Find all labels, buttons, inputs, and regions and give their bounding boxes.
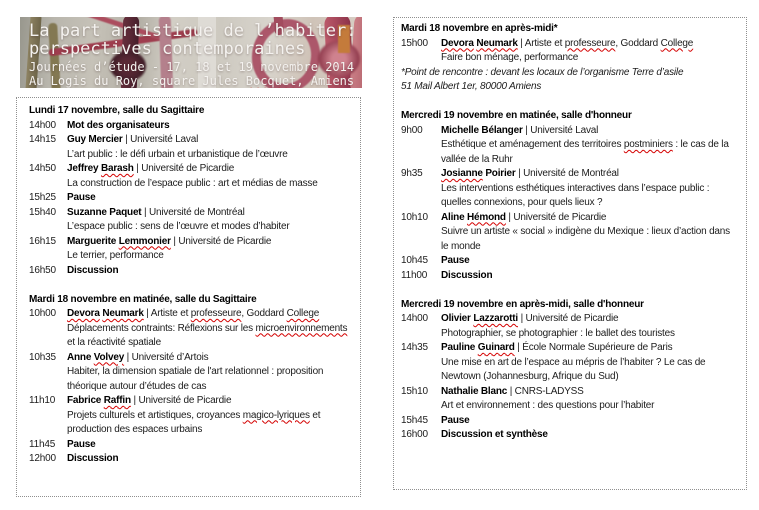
session-row xyxy=(401,269,739,284)
session-time: 10h10 xyxy=(401,211,428,223)
misspelled-word: College xyxy=(660,37,694,49)
speaker-name: Guy Mercier xyxy=(67,134,123,145)
speaker-affiliation: | Université de Montréal xyxy=(515,168,619,179)
session-row xyxy=(401,124,739,168)
session-content xyxy=(67,191,352,206)
section-header: Mercredi 19 novembre en après-midi, salle d'honneur xyxy=(401,298,644,310)
misspelled-word: Devora xyxy=(441,37,474,49)
banner-text xyxy=(20,17,362,88)
session-content xyxy=(67,351,352,395)
misspelled-word: Barash xyxy=(100,163,134,174)
session-time: 14h00 xyxy=(29,119,56,131)
session-row xyxy=(29,438,352,453)
speaker-affiliation: | Université Laval xyxy=(522,124,599,136)
session-description: La construction de l’espace public : art et médias de masse xyxy=(67,177,318,189)
program-section xyxy=(401,298,739,443)
program-section xyxy=(29,293,352,467)
program-section xyxy=(29,104,352,278)
session-description: L’espace public : sens de l’œuvre et modes d’habiter xyxy=(67,221,290,232)
misspelled-word: Josianne xyxy=(441,168,483,179)
session-row xyxy=(29,235,352,264)
program-section xyxy=(401,22,739,95)
section-header: Mercredi 19 novembre en matinée, salle d'honneur xyxy=(401,110,632,121)
session-content xyxy=(441,37,739,66)
session-row xyxy=(29,307,352,351)
speaker-affiliation: | Artiste et professeure, Goddard College xyxy=(143,308,320,319)
session-title: Mot des organisateurs xyxy=(67,119,170,131)
session-content xyxy=(441,341,739,385)
banner-image xyxy=(20,17,362,88)
session-time: 14h15 xyxy=(29,134,56,145)
session-content xyxy=(67,133,352,162)
speaker-affiliation: | Artiste et professeure, Goddard College xyxy=(517,37,694,49)
session-time: 11h10 xyxy=(29,395,56,406)
misspelled-word: Neumark xyxy=(102,308,144,319)
session-time: 16h15 xyxy=(29,235,56,247)
session-row xyxy=(29,452,352,467)
session-title: Discussion xyxy=(67,264,119,276)
misspelled-word: professeure xyxy=(564,37,616,49)
misspelled-word: professeure xyxy=(190,308,242,319)
session-content xyxy=(441,312,739,341)
session-title: Pause xyxy=(67,438,96,450)
speaker-line xyxy=(67,206,352,221)
session-title: Discussion et synthèse xyxy=(441,429,548,440)
speaker-name: Suzanne Paquet xyxy=(67,206,142,218)
banner-title-line1: La part artistique de l’habiter: xyxy=(29,21,357,41)
misspelled-word: Neumark xyxy=(476,37,518,49)
misspelled-word: Lazzarotti xyxy=(473,313,518,324)
session-content xyxy=(441,254,739,269)
session-row xyxy=(29,206,352,235)
speaker-line xyxy=(67,133,352,148)
speaker-line xyxy=(441,341,739,356)
session-time: 15h00 xyxy=(401,37,428,49)
section-header: Mardi 18 novembre en après-midi* xyxy=(401,23,558,34)
session-content xyxy=(67,119,352,134)
speaker-affiliation: | Université de Picardie xyxy=(505,211,607,223)
session-description: Esthétique et aménagement des territoires postminiers : le cas de la vallée de la Ruhr xyxy=(441,139,729,165)
misspelled-word: Volvey xyxy=(93,351,125,363)
session-row xyxy=(401,37,739,66)
session-row xyxy=(401,312,739,341)
session-description: Le terrier, performance xyxy=(67,250,164,261)
section-header: Lundi 17 novembre, salle du Sagittaire xyxy=(29,105,205,116)
session-time: 14h50 xyxy=(29,163,56,174)
banner-title-line2: perspectives contemporaines xyxy=(29,39,306,59)
banner-subtitle-line2: Au Logis du Roy, square Jules Bocquet, Amiens xyxy=(29,74,355,88)
session-time: 14h00 xyxy=(401,313,428,324)
speaker-affiliation: | Université de Picardie xyxy=(170,235,272,247)
misspelled-word: microenvironnements xyxy=(255,322,348,334)
session-time: 15h40 xyxy=(29,206,56,218)
session-row xyxy=(29,162,352,191)
speaker-line xyxy=(441,37,739,52)
session-time: 14h35 xyxy=(401,342,428,353)
session-content xyxy=(67,235,352,264)
speaker-name xyxy=(441,38,518,49)
session-time: 11h00 xyxy=(401,269,428,281)
session-row xyxy=(29,394,352,438)
speaker-affiliation: | Université Laval xyxy=(122,134,199,145)
session-row xyxy=(29,119,352,134)
session-content xyxy=(441,167,739,211)
misspelled-word: Hémond xyxy=(467,211,506,223)
session-content xyxy=(441,269,739,284)
speaker-line xyxy=(67,235,352,250)
session-title: Pause xyxy=(441,414,470,426)
session-title: Pause xyxy=(441,255,470,266)
session-description: Les interventions esthétiques interactives dans l’espace public : quelles connexions, pour quels lieux ? xyxy=(441,182,710,208)
session-row xyxy=(401,254,739,269)
session-content xyxy=(67,264,352,279)
speaker-line xyxy=(67,162,352,177)
session-content xyxy=(67,206,352,235)
session-content xyxy=(441,211,739,255)
speaker-affiliation: | Université de Picardie xyxy=(130,395,232,406)
session-time: 10h00 xyxy=(29,308,56,319)
session-time: 15h25 xyxy=(29,192,56,203)
speaker-affiliation: | CNRS-LADYSS xyxy=(507,385,584,397)
speaker-name xyxy=(67,308,144,319)
session-content xyxy=(67,438,352,453)
session-description: Suivre un artiste « social » indigène du Mexique : lieux d’action dans le monde xyxy=(441,226,730,252)
misspelled-word: Guinard xyxy=(477,342,515,353)
session-row xyxy=(29,351,352,395)
speaker-name: Fabrice Raffin xyxy=(67,395,131,406)
speaker-name: Olivier Lazzarotti xyxy=(441,313,518,324)
misspelled-word: Lemmonier xyxy=(118,235,171,247)
session-row xyxy=(401,341,739,385)
session-row xyxy=(401,385,739,414)
session-description: Une mise en art de l’espace au mépris de l’habiter ? Le cas de Newtown (Johannesburg, Afrique du Sud) xyxy=(441,356,706,382)
session-time: 12h00 xyxy=(29,453,56,464)
speaker-line xyxy=(441,312,739,327)
speaker-name: Pauline Guinard xyxy=(441,342,515,353)
speaker-name: Marguerite Lemmonier xyxy=(67,235,171,247)
speaker-affiliation: | Université de Picardie xyxy=(517,313,619,324)
speaker-line xyxy=(441,385,739,400)
session-title: Pause xyxy=(67,192,96,203)
speaker-line xyxy=(441,167,739,182)
session-time: 10h45 xyxy=(401,255,428,266)
program-column-left xyxy=(16,97,361,497)
speaker-line xyxy=(441,124,739,139)
speaker-name: Michelle Bélanger xyxy=(441,124,523,136)
session-content xyxy=(67,162,352,191)
misspelled-word: Bocquet xyxy=(245,74,297,88)
program-section xyxy=(401,109,739,283)
session-row xyxy=(29,133,352,162)
session-description: Art et environnement : des questions pour l’habiter xyxy=(441,400,655,411)
session-time: 11h45 xyxy=(29,438,56,450)
session-content xyxy=(67,394,352,438)
speaker-name: Aline Hémond xyxy=(441,211,506,223)
section-header: Mardi 18 novembre en matinée, salle du Sagittaire xyxy=(29,293,257,305)
session-row xyxy=(29,264,352,279)
misspelled-word: Raffin xyxy=(103,395,131,406)
speaker-line xyxy=(67,307,352,322)
speaker-line xyxy=(67,394,352,409)
speaker-name: Jeffrey Barash xyxy=(67,163,134,174)
session-row xyxy=(401,167,739,211)
session-content xyxy=(441,385,739,414)
session-row xyxy=(401,428,739,443)
session-time: 10h35 xyxy=(29,351,56,363)
session-time: 15h45 xyxy=(401,414,428,426)
session-content xyxy=(67,452,352,467)
session-time: 9h00 xyxy=(401,124,423,136)
speaker-name: Nathalie Blanc xyxy=(441,385,508,397)
speaker-name: Josianne Poirier xyxy=(441,168,516,179)
banner-subtitle-line1: Journées d’étude - 17, 18 et 19 novembre 2014 xyxy=(29,60,355,74)
session-note: *Point de rencontre : devant les locaux de l’organisme Terre d’asile xyxy=(401,66,684,78)
session-row xyxy=(401,414,739,429)
session-content xyxy=(441,428,739,443)
session-time: 9h35 xyxy=(401,168,423,179)
session-content xyxy=(441,124,739,168)
speaker-line xyxy=(67,351,352,366)
session-description: L’art public : le défi urbain et urbanistique de l’œuvre xyxy=(67,148,288,160)
misspelled-word: College xyxy=(286,308,320,319)
session-description: Projets culturels et artistiques, croyances magico-lyriques et production des espaces urbains xyxy=(67,409,321,435)
session-content xyxy=(441,414,739,429)
session-description: Déplacements contraints: Réflexions sur les microenvironnements et la réactivité spatiale xyxy=(67,322,348,348)
session-description: Faire bon ménage, performance xyxy=(441,52,579,63)
misspelled-word: magico-lyriques xyxy=(242,409,310,421)
session-title: Discussion xyxy=(441,269,493,281)
session-description: Habiter, la dimension spatiale de l'art relationnel : proposition théorique autour d’études de cas xyxy=(67,366,324,392)
misspelled-word: Devora xyxy=(67,308,100,319)
session-description: Photographier, se photographier : le ballet des touristes xyxy=(441,327,675,339)
session-content xyxy=(67,307,352,351)
misspelled-word: postminiers xyxy=(623,139,673,150)
session-time: 16h00 xyxy=(401,429,428,440)
session-row xyxy=(29,191,352,206)
speaker-affiliation: | Université de Picardie xyxy=(133,163,235,174)
program-column-right xyxy=(393,17,747,490)
session-time: 15h10 xyxy=(401,385,428,397)
speaker-name: Anne Volvey xyxy=(67,351,125,363)
speaker-affiliation: | Université de Montréal xyxy=(141,206,245,218)
session-row xyxy=(401,211,739,255)
speaker-affiliation: | Université d’Artois xyxy=(124,351,209,363)
session-time: 16h50 xyxy=(29,264,56,276)
session-note: 51 Mail Albert 1er, 80000 Amiens xyxy=(401,81,542,92)
speaker-affiliation: | École Normale Supérieure de Paris xyxy=(514,342,673,353)
session-title: Discussion xyxy=(67,453,119,464)
speaker-line xyxy=(441,211,739,226)
